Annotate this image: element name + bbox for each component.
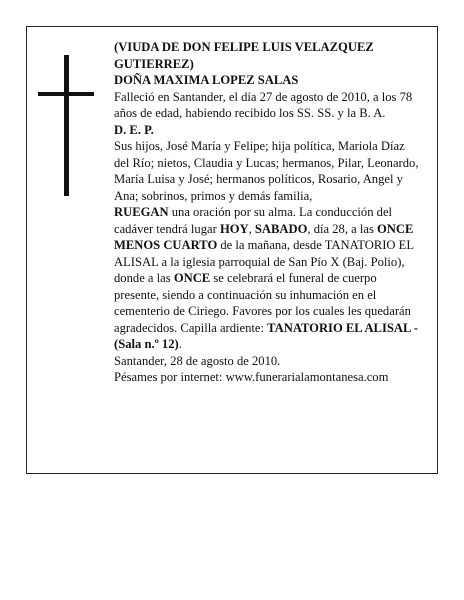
rip-line: D. E. P.	[114, 122, 154, 137]
widow-heading: (VIUDA DE DON FELIPE LUIS VELAZQUEZ GUTIERREZ)	[114, 40, 374, 71]
request-funeral-time: ONCE	[173, 271, 211, 285]
notice-text	[114, 39, 420, 386]
request-text-5: se celebrará el funeral de cuerpo presente, siendo a continuación su inhumación en el cementerio de Ciriego. Favores por los cuales les quedarán agradecidos. Capilla ardiente:	[114, 271, 411, 335]
request-day: SABADO	[254, 221, 308, 236]
chapel-name: TANATORIO EL ALISAL - (Sala n.º 12)	[114, 320, 418, 351]
request-verb: RUEGAN	[114, 205, 169, 219]
condolences-line: Pésames por internet: www.funerarialamontanesa.com	[114, 370, 389, 384]
death-statement: Falleció en Santander, el día 27 de agosto de 2010, a los 78 años de edad, habiendo recibido los SS. SS. y la B. A.	[114, 89, 413, 120]
cross-vertical-bar	[64, 55, 69, 196]
request-text-1: una oración por su alma. La conducción del cadáver tendrá lugar	[114, 205, 393, 236]
request-text-4: de la mañana, desde TANATORIO EL ALISAL a la iglesia parroquial de San Pío X (Baj. Polio), donde a las	[114, 238, 414, 285]
request-paragraph	[114, 204, 420, 353]
request-time: ONCE MENOS CUARTO	[114, 221, 414, 252]
cross-icon	[38, 55, 94, 196]
request-text-2: ,	[248, 221, 255, 236]
cross-horizontal-bar	[38, 92, 94, 96]
request-today: HOY	[219, 221, 249, 236]
chapel-end: .	[178, 337, 182, 351]
deceased-name: DOÑA MAXIMA LOPEZ SALAS	[114, 73, 299, 87]
request-text-3: , día 28, a las	[307, 221, 378, 236]
family-list: Sus hijos, José María y Felipe; hija política, Mariola Díaz del Río; nietos, Claudia y Lucas; hermanos, Pilar, Leonardo, María Luisa y José; hermanos políticos, Rosario, Angel y Ana; sobrinos, primos y demás familia,	[114, 139, 419, 203]
obituary-notice	[26, 26, 438, 474]
place-date: Santander, 28 de agosto de 2010.	[114, 353, 281, 368]
